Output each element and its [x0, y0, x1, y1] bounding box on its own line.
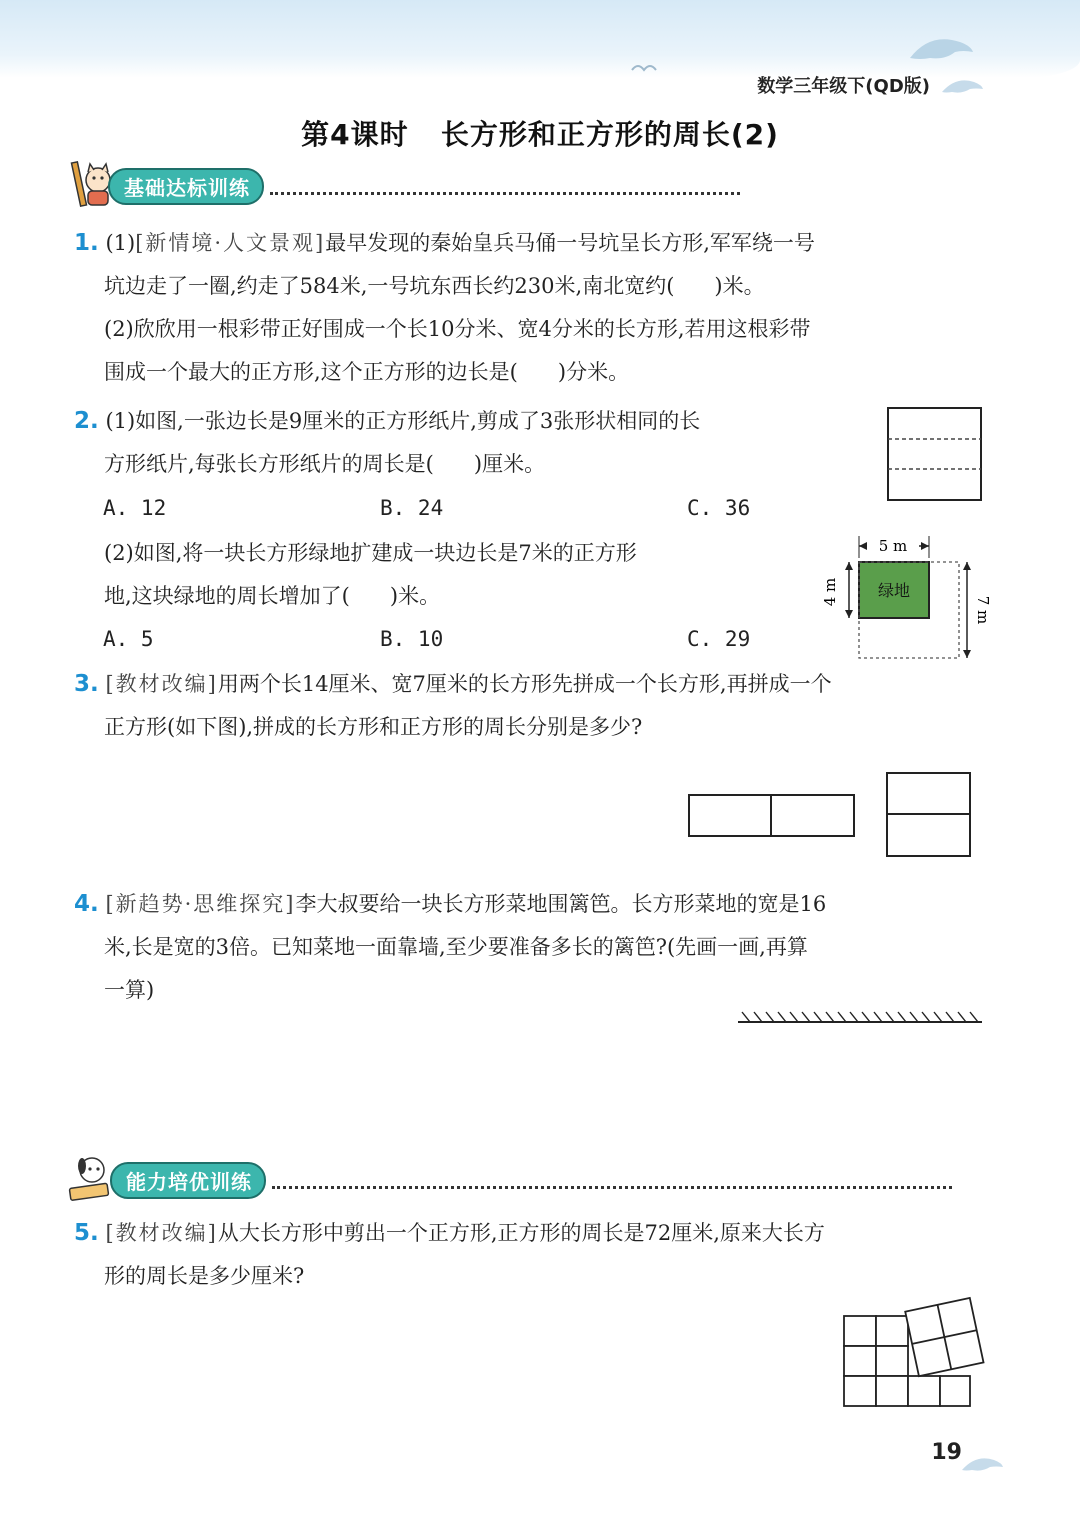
section-basic-label: 基础达标训练 [108, 168, 264, 205]
question-text: 米,长是宽的3倍。已知菜地一面靠墙,至少要准备多长的篱笆?(先画一画,再算 [104, 935, 808, 959]
cat-pencil-icon [72, 158, 112, 210]
question-text: (1)如图,一张边长是9厘米的正方形纸片,剪成了3张形状相同的长 [105, 409, 701, 433]
question-tag: [新趋势·思维探究] [105, 892, 296, 916]
question-text: 方形纸片,每张长方形纸片的周长是( )厘米。 [104, 452, 546, 476]
question-number: 1. [74, 230, 99, 256]
cut-square-figure [840, 1290, 990, 1414]
question-text: 李大叔要给一块长方形菜地围篱笆。长方形菜地的宽是16 [295, 892, 827, 916]
width-label: 5 m [878, 537, 908, 555]
question-text: 从大长方形中剪出一个正方形,正方形的周长是72厘米,原来大长方 [217, 1221, 825, 1245]
paper-square-figure [886, 406, 984, 502]
wall-figure [738, 1010, 984, 1026]
section-advanced-label: 能力培优训练 [110, 1162, 266, 1199]
section-divider [272, 1186, 952, 1189]
dolphin-icon [940, 74, 984, 96]
book-title: 数学三年级下(QD版) [757, 76, 930, 97]
section-divider [270, 192, 740, 195]
combined-square-figure [886, 772, 972, 858]
dolphin-icon [960, 1452, 1004, 1474]
question-text: 正方形(如下图),拼成的长方形和正方形的周长分别是多少? [104, 715, 643, 739]
dolphin-icon [905, 30, 975, 66]
question-3 [74, 663, 994, 749]
option-c: C. 29 [687, 627, 751, 651]
question-text: 一算) [104, 978, 155, 1002]
option-c: C. 36 [687, 496, 751, 520]
dog-writing-icon [68, 1152, 112, 1202]
bird-icon [630, 60, 658, 76]
section-advanced [110, 1162, 952, 1198]
question-number: 5. [74, 1220, 99, 1246]
question-tag: [教材改编] [105, 1221, 218, 1245]
question-1 [74, 222, 994, 394]
green-land-figure [815, 534, 990, 664]
question-text: 地,这块绿地的周长增加了( )米。 [104, 584, 441, 608]
part-label: (1) [105, 231, 136, 255]
option-a: A. 12 [103, 496, 167, 520]
question-tag: [教材改编] [105, 672, 218, 696]
question-number: 4. [74, 891, 99, 917]
question-text: (2)欣欣用一根彩带正好围成一个长10分米、宽4分米的长方形,若用这根彩带 [104, 317, 811, 341]
page-number: 19 [931, 1440, 962, 1465]
question-2 [74, 400, 874, 486]
green-label: 绿地 [877, 581, 911, 600]
option-b: B. 24 [380, 496, 444, 520]
question-text: 坑边走了一圈,约走了584米,一号坑东西长约230米,南北宽约( )米。 [104, 274, 765, 298]
lesson-title: 第4课时 长方形和正方形的周长(2) [301, 118, 779, 151]
section-basic [108, 168, 740, 204]
question-text: 用两个长14厘米、宽7厘米的长方形先拼成一个长方形,再拼成一个 [217, 672, 832, 696]
question-number: 3. [74, 671, 99, 697]
option-b: B. 10 [380, 627, 444, 651]
question-text: (2)如图,将一块长方形绿地扩建成一块边长是7米的正方形 [104, 541, 637, 565]
question-number: 2. [74, 408, 99, 434]
question-text: 形的周长是多少厘米? [104, 1264, 305, 1288]
combined-rectangle-figure [688, 794, 856, 838]
question-tag: [新情境·人文景观] [135, 231, 326, 255]
height-label: 4 m [821, 577, 839, 607]
question-5 [74, 1212, 994, 1298]
question-4 [74, 883, 994, 1012]
question-2-part-2 [104, 532, 824, 618]
question-text: 围成一个最大的正方形,这个正方形的边长是( )分米。 [104, 360, 630, 384]
option-a: A. 5 [103, 627, 154, 651]
question-text: 最早发现的秦始皇兵马俑一号坑呈长方形,军军绕一号 [325, 231, 815, 255]
side-label: 7 m [974, 595, 992, 625]
